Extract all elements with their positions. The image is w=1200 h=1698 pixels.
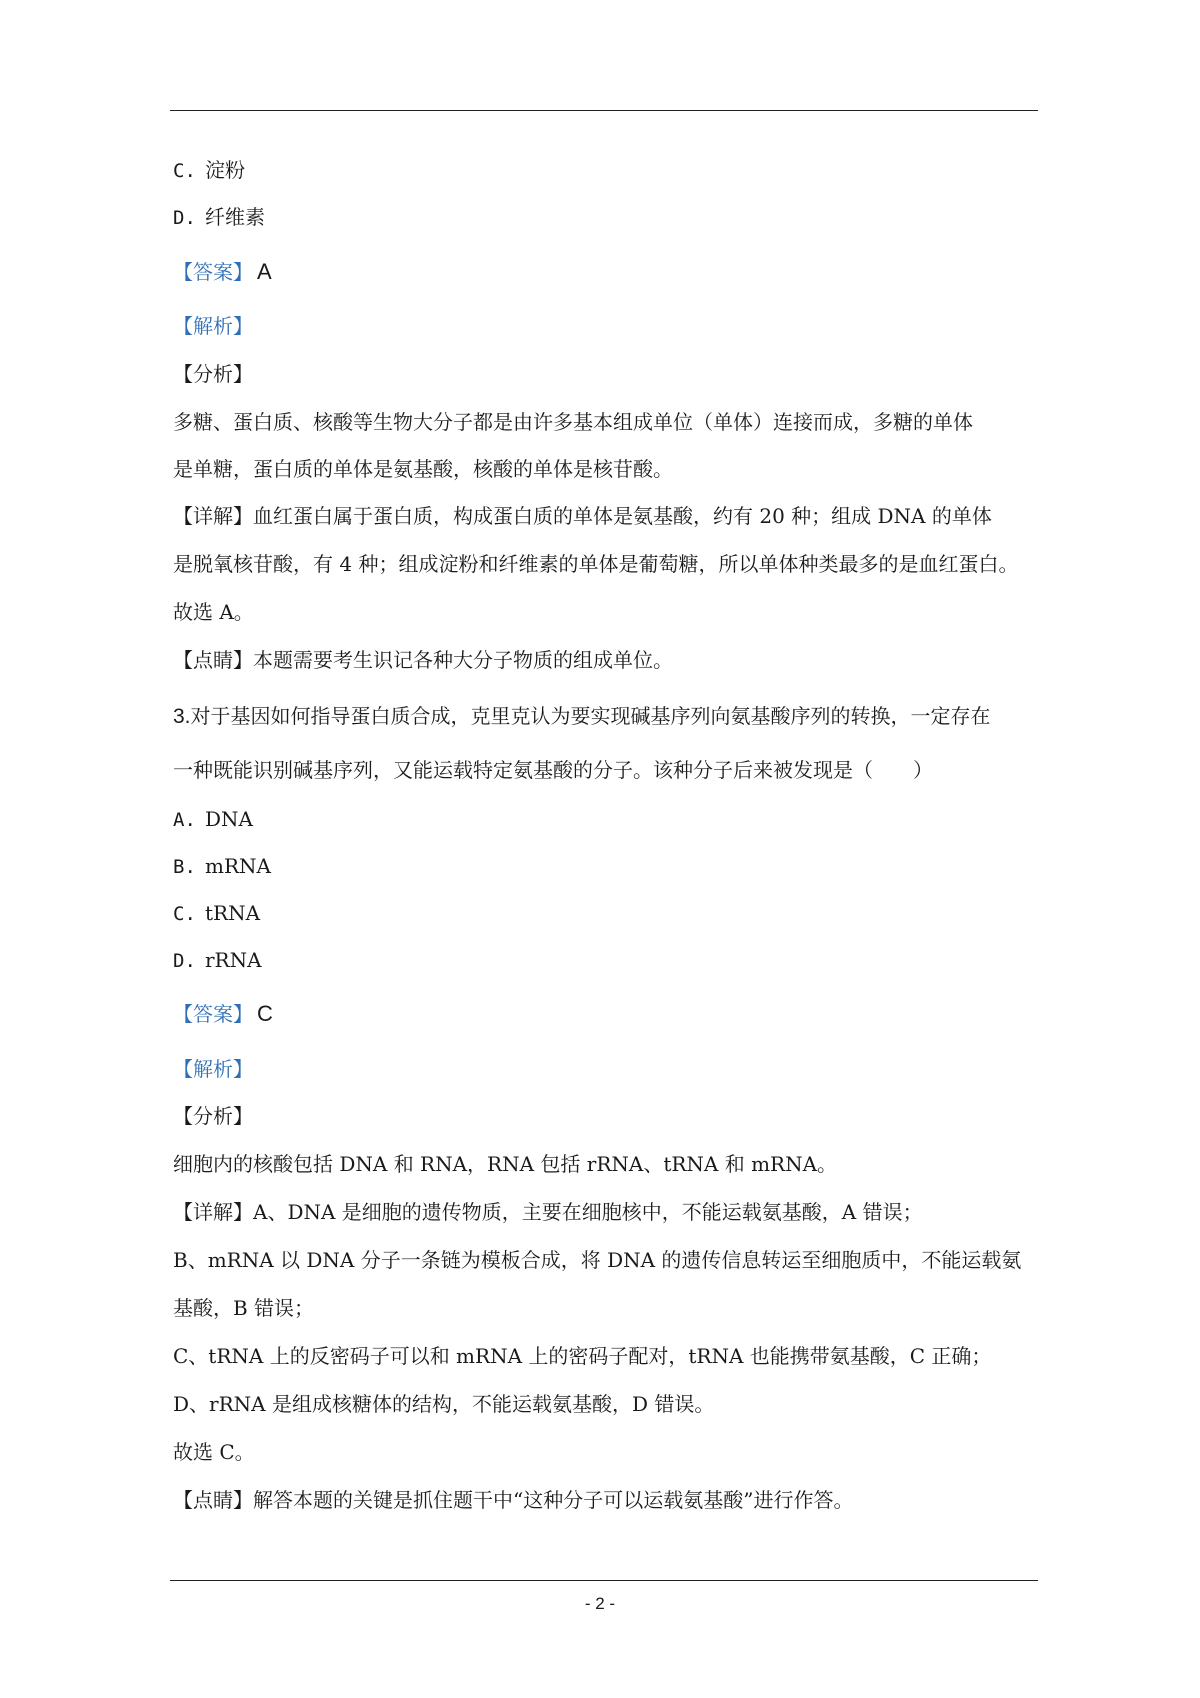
dianjing-text: 解答本题的关键是抓住题干中“这种分子可以运载氨基酸”进行作答。 — [253, 1488, 854, 1512]
option-text: 纤维素 — [205, 205, 265, 229]
q3-analysis-label: 【解析】 — [173, 1057, 253, 1081]
option-text: DNA — [205, 807, 253, 831]
option-text: tRNA — [205, 901, 261, 925]
q2-fenxi-line1: 多糖、蛋白质、核酸等生物大分子都是由许多基本组成单位（单体）连接而成，多糖的单体 — [173, 410, 973, 434]
xiangjie-label: 【详解】 — [173, 504, 253, 528]
q3-xiangjie-b1: B、mRNA 以 DNA 分子一条链为模板合成，将 DNA 的遗传信息转运至细胞质中，不能运载氨 — [173, 1248, 1022, 1272]
q2-xiangjie-line2: 是脱氧核苷酸，有 4 种；组成淀粉和纤维素的单体是葡萄糖，所以单体种类最多的是血红蛋白。 — [173, 552, 1019, 576]
q3-option-a — [173, 805, 253, 834]
answer-value: A — [257, 259, 272, 284]
q3-answer — [173, 1000, 273, 1028]
q3-stem-line2: 一种既能识别碱基序列，又能运载特定氨基酸的分子。该种分子后来被发现是（ ） — [173, 758, 933, 782]
stem-text: 对于基因如何指导蛋白质合成，克里克认为要实现碱基序列向氨基酸序列的转换，一定存在 — [190, 704, 991, 728]
q2-answer — [173, 258, 272, 286]
q3-dianjing — [173, 1486, 853, 1514]
q3-option-d — [173, 946, 262, 975]
q3-stem-line1 — [173, 702, 991, 731]
option-text: 淀粉 — [205, 158, 245, 182]
xiangjie-text: 血红蛋白属于蛋白质，构成蛋白质的单体是氨基酸，约有 20 种；组成 DNA 的单体 — [253, 504, 992, 528]
q2-conclusion: 故选 A。 — [173, 600, 254, 624]
q2-option-c — [173, 156, 245, 185]
header-rule — [170, 110, 1038, 111]
option-letter: C. — [173, 160, 196, 182]
q3-fenxi-text: 细胞内的核酸包括 DNA 和 RNA，RNA 包括 rRNA、tRNA 和 mRNA。 — [173, 1152, 838, 1176]
q3-conclusion: 故选 C。 — [173, 1440, 255, 1464]
q2-fenxi-line2: 是单糖，蛋白质的单体是氨基酸，核酸的单体是核苷酸。 — [173, 457, 673, 481]
q3-xiangjie-b2: 基酸，B 错误； — [173, 1296, 315, 1320]
footer-rule — [170, 1580, 1038, 1581]
dianjing-label: 【点睛】 — [173, 648, 253, 672]
dianjing-text: 本题需要考生识记各种大分子物质的组成单位。 — [253, 648, 673, 672]
q3-xiangjie-d: D、rRNA 是组成核糖体的结构，不能运载氨基酸，D 错误。 — [173, 1392, 715, 1416]
question-number: 3. — [173, 705, 191, 728]
q2-analysis-label: 【解析】 — [173, 314, 253, 338]
dianjing-label: 【点睛】 — [173, 1488, 253, 1512]
q3-fenxi-label: 【分析】 — [173, 1104, 253, 1128]
q2-fenxi-label: 【分析】 — [173, 362, 253, 386]
option-letter: B. — [173, 856, 196, 878]
option-letter: A. — [173, 809, 196, 831]
answer-label: 【答案】 — [173, 260, 253, 284]
q2-xiangjie-line1 — [173, 502, 992, 530]
option-text: rRNA — [205, 948, 262, 972]
q3-option-b — [173, 852, 271, 881]
option-letter: D. — [173, 207, 196, 229]
q2-dianjing — [173, 646, 673, 674]
xiangjie-label: 【详解】 — [173, 1200, 253, 1224]
answer-label: 【答案】 — [173, 1002, 253, 1026]
option-text: mRNA — [205, 854, 271, 878]
xiangjie-text: A、DNA 是细胞的遗传物质，主要在细胞核中，不能运载氨基酸，A 错误； — [253, 1200, 923, 1224]
q2-option-d — [173, 203, 265, 232]
page-number: - 2 - — [584, 1594, 616, 1613]
option-letter: D. — [173, 950, 196, 972]
q3-xiangjie-c: C、tRNA 上的反密码子可以和 mRNA 上的密码子配对，tRNA 也能携带氨基酸，C 正确； — [173, 1344, 992, 1368]
option-letter: C. — [173, 903, 196, 925]
q3-xiangjie-a — [173, 1198, 923, 1226]
q3-option-c — [173, 899, 260, 928]
answer-value: C — [257, 1001, 273, 1026]
